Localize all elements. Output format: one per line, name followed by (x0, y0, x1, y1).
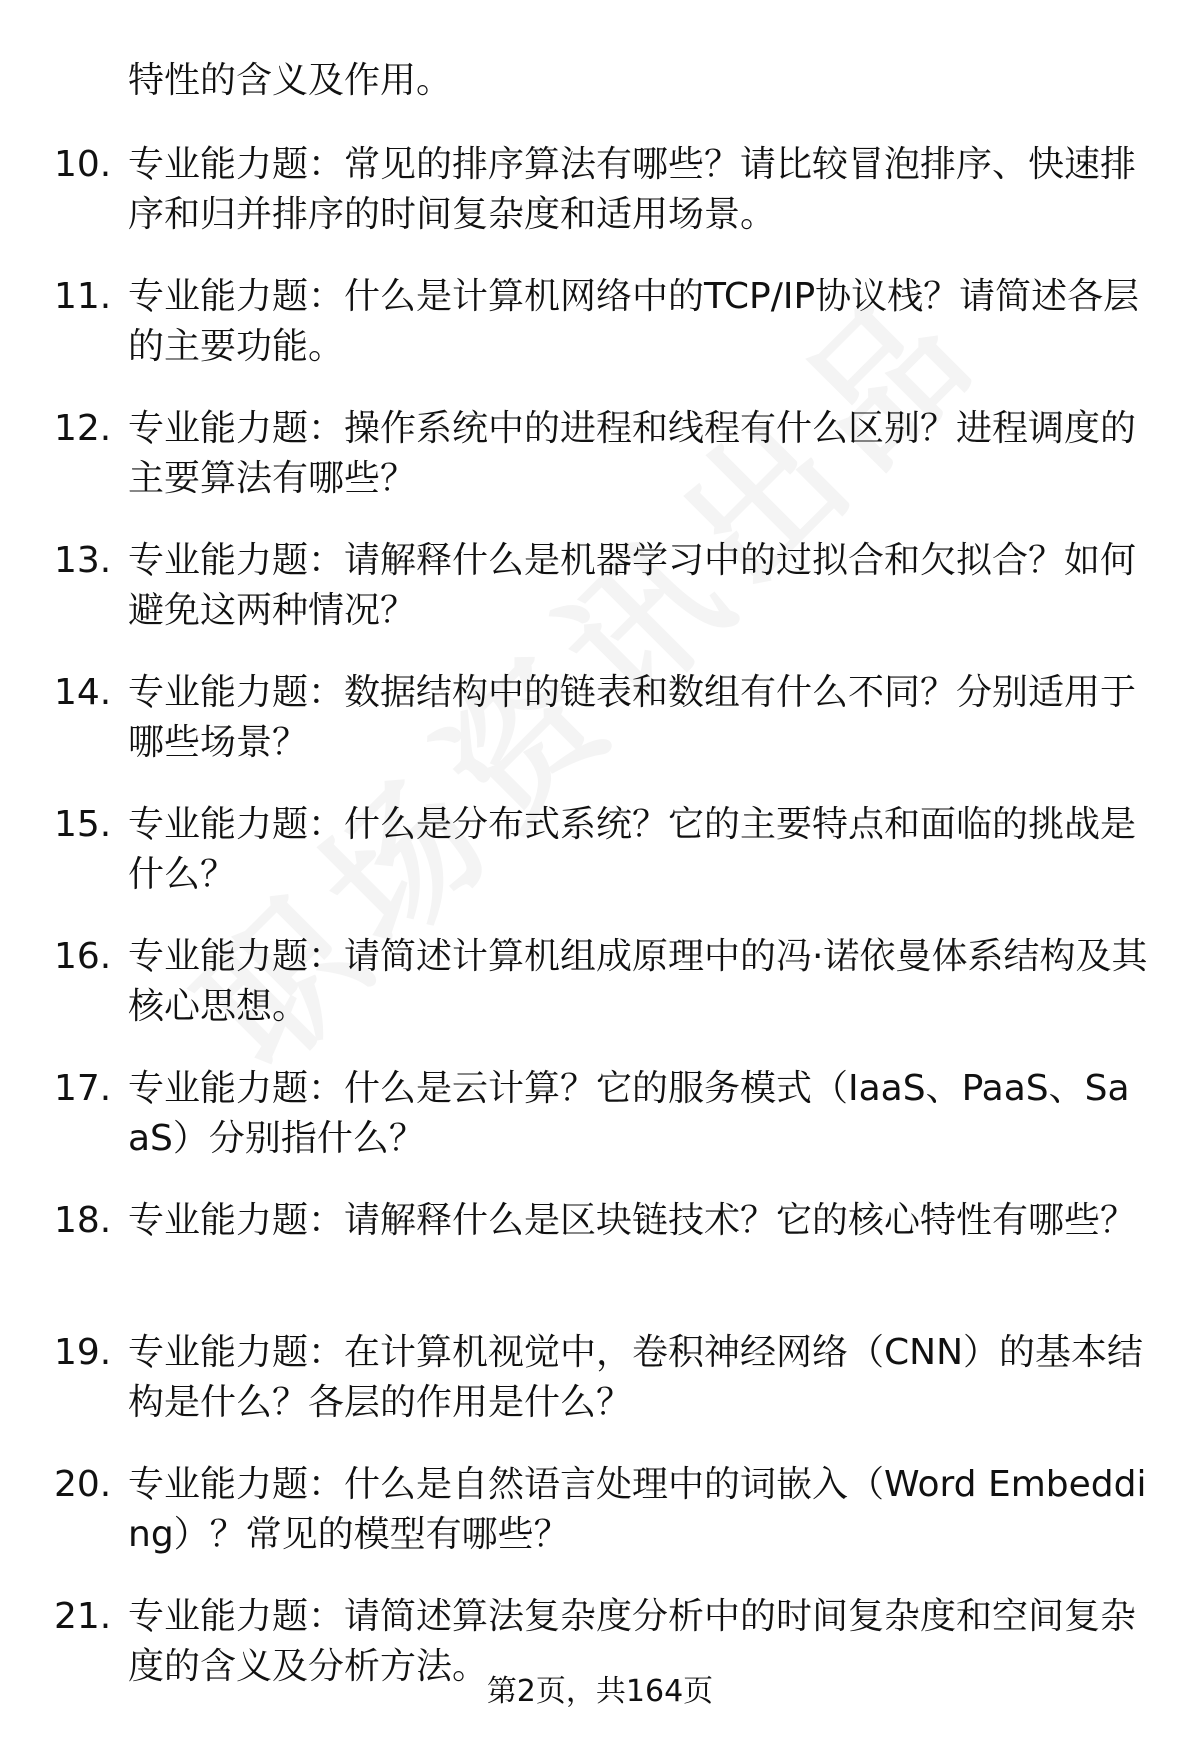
question-item (0, 1064, 1200, 1196)
question-item (0, 1328, 1200, 1460)
question-number: 17. (54, 1068, 112, 1109)
question-number: 13. (54, 540, 112, 581)
question-number: 11. (54, 276, 112, 317)
question-item (0, 536, 1200, 668)
question-item (0, 272, 1200, 404)
question-number: 12. (54, 408, 112, 449)
question-list (0, 140, 1200, 1724)
question-item (0, 140, 1200, 272)
question-item (0, 668, 1200, 800)
question-text: 专业能力题：请解释什么是机器学习中的过拟合和欠拟合？如何避免这两种情况？ (128, 540, 1137, 631)
question-text: 专业能力题：请解释什么是区块链技术？它的核心特性有哪些？ (128, 1200, 1137, 1241)
question-item (0, 800, 1200, 932)
continuation-text: 特性的含义及作用。 (128, 60, 453, 101)
question-number: 16. (54, 936, 112, 977)
question-item (0, 404, 1200, 536)
question-text: 专业能力题：常见的排序算法有哪些？请比较冒泡排序、快速排序和归并排序的时间复杂度和适用场景。 (128, 144, 1137, 235)
page-footer: 第2页，共164页 (486, 1674, 714, 1709)
question-text: 专业能力题：请简述计算机组成原理中的冯·诺依曼体系结构及其核心思想。 (128, 936, 1148, 1027)
question-number: 18. (54, 1200, 112, 1241)
question-text: 专业能力题：在计算机视觉中，卷积神经网络（CNN）的基本结构是什么？各层的作用是什么？ (128, 1332, 1143, 1423)
question-item (0, 932, 1200, 1064)
question-text: 专业能力题：什么是分布式系统？它的主要特点和面临的挑战是什么？ (128, 804, 1137, 895)
question-number: 20. (54, 1464, 112, 1505)
question-number: 21. (54, 1596, 112, 1637)
question-text: 专业能力题：什么是云计算？它的服务模式（IaaS、PaaS、SaaS）分别指什么？ (128, 1068, 1130, 1159)
question-number: 14. (54, 672, 112, 713)
question-text: 专业能力题：数据结构中的链表和数组有什么不同？分别适用于哪些场景？ (128, 672, 1137, 763)
question-text: 专业能力题：操作系统中的进程和线程有什么区别？进程调度的主要算法有哪些？ (128, 408, 1137, 499)
question-text: 专业能力题：什么是计算机网络中的TCP/IP协议栈？请简述各层的主要功能。 (128, 276, 1140, 367)
question-item (0, 1460, 1200, 1592)
question-number: 15. (54, 804, 112, 845)
question-number: 19. (54, 1332, 112, 1373)
question-text: 专业能力题：什么是自然语言处理中的词嵌入（Word Embedding）？常见的模型有哪些？ (128, 1464, 1147, 1555)
question-text: 专业能力题：请简述算法复杂度分析中的时间复杂度和空间复杂度的含义及分析方法。 (128, 1596, 1137, 1687)
question-number: 10. (54, 144, 112, 185)
question-item (0, 1196, 1200, 1328)
